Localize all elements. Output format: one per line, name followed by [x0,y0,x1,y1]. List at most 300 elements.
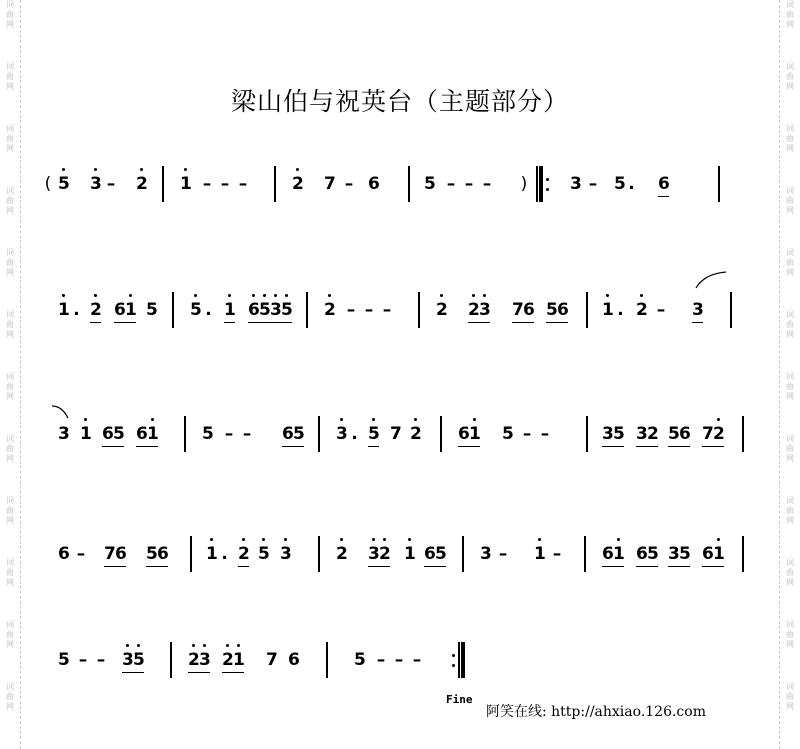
watermark-char: 网 [6,268,14,277]
watermark-char: 网 [6,20,14,29]
note: 6 [58,544,70,564]
octave-dot [717,418,720,421]
symbol-wrapper [94,650,108,670]
note: 6 [114,300,126,320]
note-wrapper [146,300,157,320]
note: 2 [436,300,447,320]
note-group [222,650,244,673]
note-group [668,424,690,447]
watermark-char: 曲 [6,692,14,701]
watermark-char: 曲 [6,72,14,81]
watermark-char: 词 [6,496,14,505]
barline [718,166,720,202]
note: 3 [122,650,133,670]
note: 2 [336,544,347,564]
watermark-char: 网 [6,516,14,525]
dash: – [522,424,532,444]
repeat-start-sign [536,166,550,202]
octave-dot [284,538,287,541]
octave-dot [228,294,231,297]
octave-dot [717,538,720,541]
watermark-char: 词 [6,124,14,133]
note: 1 [147,424,158,444]
note-wrapper [258,544,269,564]
note-wrapper [368,174,379,194]
augmentation-dot: . [73,300,80,320]
augmentation-dot: . [221,544,228,564]
note: 1 [404,544,415,564]
barline [440,416,442,452]
watermark-char: 词 [786,496,794,505]
symbol-wrapper [350,424,359,444]
note: 2 [713,424,724,444]
octave-dot [383,538,386,541]
note-group [102,424,124,447]
octave-dot [137,644,140,647]
note-wrapper [602,300,613,320]
dash: – [540,424,550,444]
octave-dot [473,418,476,421]
note: 1 [206,544,217,564]
barline [170,642,172,678]
note-wrapper [58,300,69,320]
symbol-wrapper [392,650,406,670]
watermark-char: 网 [786,268,794,277]
symbol-wrapper [520,424,534,444]
fine-marking: Fine [446,693,473,706]
note-group [602,424,624,447]
watermark-char: 曲 [786,72,794,81]
symbol-wrapper [444,174,458,194]
octave-dot [472,294,475,297]
note: 3 [270,300,281,320]
note-wrapper [502,424,513,444]
watermark-char: 网 [786,640,794,649]
note-group [636,424,658,447]
note: 2 [90,300,101,323]
note: 5 [546,300,558,320]
note: 5 [435,544,447,564]
dash: – [588,174,598,194]
note-group [668,544,690,567]
symbol-wrapper [342,174,356,194]
note-wrapper [324,174,335,194]
note: 5 [614,174,626,194]
note: 2 [238,544,249,567]
octave-dot [84,418,87,421]
octave-dot [94,168,97,171]
symbol-wrapper [462,174,476,194]
note: 1 [80,424,91,444]
dash: – [656,300,666,320]
note-group [248,300,292,323]
watermark-char: 网 [6,330,14,339]
staff-line [0,544,800,584]
note: 2 [468,300,479,320]
note: 6 [602,544,614,564]
octave-dot [440,294,443,297]
watermark-char: 词 [6,372,14,381]
octave-dot [203,644,206,647]
barline [586,416,588,452]
watermark-char: 曲 [786,692,794,701]
octave-dot [538,538,541,541]
dash: – [238,174,248,194]
symbol-wrapper [627,174,636,194]
note: 6 [368,174,380,194]
note: 5 [202,424,214,444]
note: 7 [104,544,116,564]
watermark-char: 网 [786,144,794,153]
watermark-char: 词 [6,620,14,629]
note: 1 [613,544,624,564]
watermark-char: 曲 [6,10,14,19]
watermark-char: 词 [6,248,14,257]
note-group [146,544,168,567]
watermark-char: 网 [786,454,794,463]
note: 6 [702,544,714,564]
note-group [602,544,624,567]
note: 6 [679,424,691,444]
watermark-char: 词 [6,0,14,9]
note-wrapper [410,424,421,444]
note: 2 [222,650,233,670]
watermark-char: 词 [786,62,794,71]
note-group [114,300,136,323]
note: 5 [259,300,270,320]
note: 6 [157,544,169,564]
note-wrapper [58,424,69,444]
note: 5 [502,424,514,444]
note-group [468,300,490,323]
note-wrapper [180,174,191,194]
watermark-char: 曲 [6,382,14,391]
note-group [104,544,126,567]
augmentation-dot: . [351,424,358,444]
dash: – [344,174,354,194]
watermark-char: 曲 [786,506,794,515]
watermark-char: 网 [786,82,794,91]
note: 5 [668,424,680,444]
barline [462,536,464,572]
note: 6 [557,300,569,320]
watermark-char: 网 [6,454,14,463]
watermark-char: 词 [6,62,14,71]
note-wrapper [424,174,435,194]
octave-dot [617,538,620,541]
watermark-char: 曲 [786,196,794,205]
octave-dot [285,294,288,297]
dash: – [346,300,356,320]
barline [742,536,744,572]
note-group [122,650,144,673]
octave-dot [340,538,343,541]
symbol-wrapper [616,300,625,320]
symbol-wrapper [218,174,232,194]
octave-dot [372,538,375,541]
note-wrapper [202,424,213,444]
note: 6 [102,424,114,444]
note: 3 [336,424,347,444]
note: 6 [115,544,127,564]
barline [274,166,276,202]
staff-line [0,424,800,464]
note: 5 [146,300,158,320]
dash: – [552,544,562,564]
note: 6 [658,174,669,197]
note-wrapper [238,544,249,567]
symbol-wrapper [496,544,510,564]
symbol-wrapper [480,174,494,194]
note: 7 [702,424,714,444]
watermark-char: 网 [6,392,14,401]
note: 2 [410,424,421,444]
slur-tie-start [692,270,732,290]
watermark-char: 曲 [6,134,14,143]
note: 6 [136,424,148,444]
note: 6 [458,424,470,444]
watermark-char: 网 [6,82,14,91]
watermark-char: 曲 [786,568,794,577]
dash: – [482,174,492,194]
note: 2 [188,650,199,670]
symbol-wrapper [362,300,376,320]
note-wrapper [368,424,379,447]
watermark-char: 网 [786,702,794,711]
repeat-sign-part [536,166,538,202]
symbol-wrapper [222,424,236,444]
watermark-char: 网 [786,20,794,29]
repeat-sign-part [458,642,460,678]
note: 6 [282,424,294,444]
watermark-char: 曲 [786,134,794,143]
dash: – [224,424,234,444]
note-wrapper [288,650,299,670]
note-wrapper [390,424,401,444]
dash: – [106,174,116,194]
watermark-char: 网 [6,578,14,587]
note: 2 [324,300,335,320]
note: 5 [424,174,436,194]
note: 1 [224,300,235,323]
parenthesis: ( [44,174,52,194]
note: 3 [480,544,492,564]
watermark-char: 词 [786,0,794,9]
octave-dot [129,294,132,297]
watermark-char: 网 [6,144,14,153]
symbol-wrapper [410,650,424,670]
barline [586,292,588,328]
symbol-wrapper [72,300,81,320]
dash: – [364,300,374,320]
symbol-wrapper [586,174,600,194]
note-wrapper [534,544,545,564]
note-wrapper [614,174,625,194]
octave-dot [192,644,195,647]
watermark-char: 网 [786,330,794,339]
note: 3 [199,650,210,670]
watermark-char: 曲 [786,320,794,329]
dash: – [394,650,404,670]
barline [318,416,320,452]
note-wrapper [206,544,217,564]
symbol-wrapper [518,174,530,194]
dash: – [376,650,386,670]
note: 5 [281,300,292,320]
note-group [702,424,724,447]
octave-dot [126,644,129,647]
note: 6 [636,544,648,564]
watermark-char: 曲 [786,382,794,391]
symbol-wrapper [538,424,552,444]
octave-dot [184,168,187,171]
note-wrapper [136,174,147,194]
parenthesis: ) [520,174,528,194]
page-title: 梁山伯与祝英台（主题部分） [230,87,569,116]
note: 6 [523,300,535,320]
barline [172,292,174,328]
repeat-sign-part [452,664,455,667]
symbol-wrapper [550,544,564,564]
watermark-char: 词 [786,310,794,319]
note: 7 [512,300,524,320]
dash: – [76,544,86,564]
note: 6 [424,544,436,564]
watermark-char: 词 [6,186,14,195]
symbol-wrapper [380,300,394,320]
staff-line [0,300,800,340]
dash: – [96,650,106,670]
note-wrapper [636,300,647,320]
note-wrapper [336,424,347,444]
note: 3 [479,300,490,320]
note-wrapper [658,174,669,197]
octave-dot [274,294,277,297]
note: 5 [133,650,144,670]
staff-line [0,174,800,214]
note: 3 [368,544,379,564]
octave-dot [242,538,245,541]
watermark-char: 网 [786,206,794,215]
note: 1 [125,300,136,320]
repeat-end-sign [452,642,466,678]
dash: – [498,544,508,564]
note-wrapper [266,650,277,670]
note: 1 [58,300,69,320]
note-group [512,300,534,323]
symbol-wrapper [76,650,90,670]
symbol-wrapper [344,300,358,320]
octave-dot [263,294,266,297]
watermark-char: 网 [786,578,794,587]
note-group [424,544,446,567]
note: 2 [647,424,659,444]
octave-dot [226,644,229,647]
note: 3 [636,424,648,444]
barline [408,166,410,202]
watermark-char: 曲 [6,196,14,205]
watermark-char: 词 [6,310,14,319]
note: 3 [58,424,70,444]
note: 7 [390,424,402,444]
watermark-char: 曲 [6,630,14,639]
note-group [282,424,304,447]
dash: – [446,174,456,194]
octave-dot [151,418,154,421]
augmentation-dot: . [617,300,624,320]
note: 5 [190,300,201,320]
dash: – [78,650,88,670]
octave-dot [414,418,417,421]
watermark-char: 词 [786,434,794,443]
note: 6 [288,650,300,670]
octave-dot [252,294,255,297]
repeat-sign-part [546,188,549,191]
note: 5 [58,650,70,670]
note-wrapper [336,544,347,564]
note: 5 [613,424,625,444]
note-wrapper [324,300,335,320]
watermark-char: 词 [786,124,794,133]
watermark-char: 网 [786,392,794,401]
note: 5 [258,544,269,564]
barline [742,416,744,452]
note: 1 [534,544,545,564]
octave-dot [262,538,265,541]
slur-tie-end [50,402,74,422]
watermark-char: 词 [786,620,794,629]
dash: – [202,174,212,194]
watermark-char: 词 [786,682,794,691]
octave-dot [140,168,143,171]
octave-dot [340,418,343,421]
barline [584,536,586,572]
note: 1 [713,544,724,564]
note: 1 [469,424,480,444]
watermark-char: 词 [6,682,14,691]
note-wrapper [80,424,91,444]
symbol-wrapper [654,300,668,320]
note-wrapper [436,300,447,320]
dash: – [412,650,422,670]
note: 5 [354,650,366,670]
symbol-wrapper [200,174,214,194]
watermark-char: 词 [6,558,14,567]
note: 3 [692,300,703,323]
note: 3 [90,174,101,194]
watermark-char: 曲 [786,630,794,639]
watermark-char: 网 [6,206,14,215]
symbol-wrapper [240,424,254,444]
note-wrapper [58,174,69,194]
note-wrapper [90,174,101,194]
watermark-char: 曲 [786,10,794,19]
note: 7 [266,650,278,670]
repeat-sign-part [452,654,455,657]
octave-dot [62,294,65,297]
note-group [546,300,568,323]
note-wrapper [190,300,201,320]
note: 1 [602,300,613,320]
watermark-char: 曲 [6,258,14,267]
note-wrapper [224,300,235,323]
note: 2 [136,174,147,194]
watermark-char: 词 [786,372,794,381]
watermark-char: 曲 [6,320,14,329]
watermark-char: 曲 [6,568,14,577]
octave-dot [210,538,213,541]
octave-dot [296,168,299,171]
